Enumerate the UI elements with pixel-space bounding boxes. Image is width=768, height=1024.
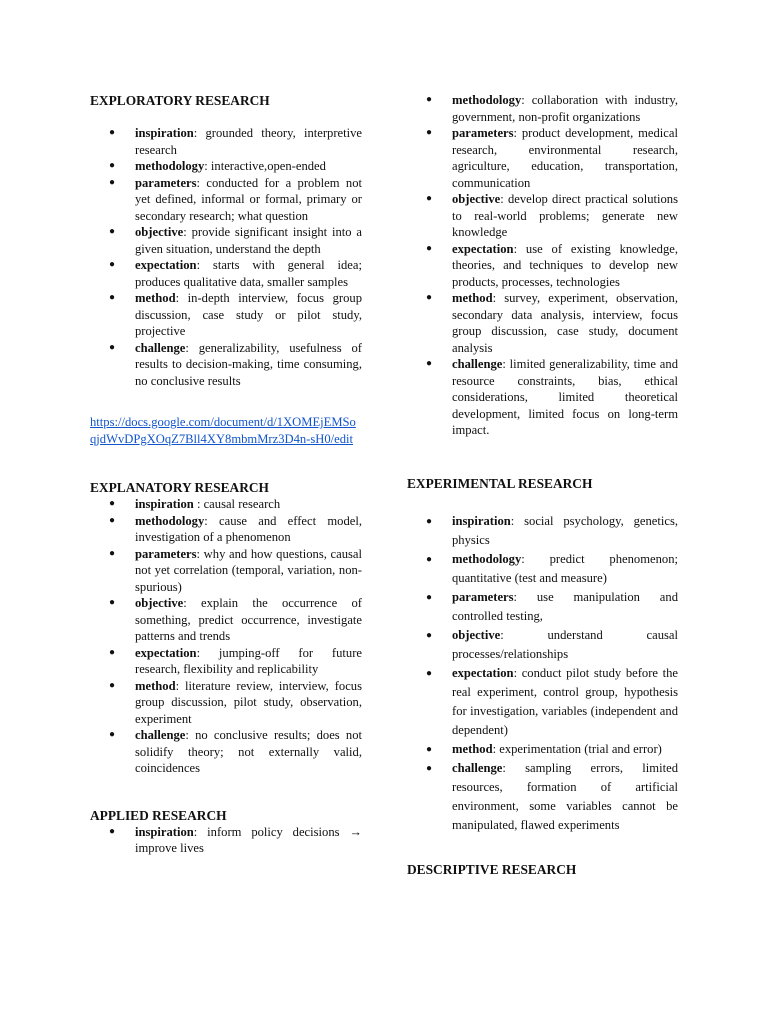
item-term: challenge	[452, 760, 503, 775]
item-term: challenge	[135, 728, 186, 742]
applied-item-expectation	[407, 241, 678, 291]
item-text: : generalizability, usefulness of results to decision-making, time consuming, no conclusive results	[135, 340, 362, 388]
item-text: : in-depth interview, focus group discussion, case study or pilot study, projective	[135, 291, 362, 338]
exploratory-item-expectation	[90, 257, 362, 290]
explanatory-heading: EXPLANATORY RESEARCH	[90, 480, 269, 495]
experimental-item-objective	[407, 626, 678, 664]
applied-item-inspiration	[90, 824, 362, 857]
item-text: : grounded theory, interpretive research	[135, 126, 362, 157]
explanatory-item-objective	[90, 595, 362, 645]
item-term: inspiration	[135, 126, 194, 140]
applied-item-objective	[407, 191, 678, 241]
item-text: : experimentation (trial and error)	[492, 741, 662, 756]
item-term: challenge	[135, 340, 186, 355]
google-doc-link[interactable]: https://docs.google.com/document/d/1XOMEjEMSoqjdWvDPgXOqZ7Bll4XY8mbmMrz3D4n-sH0/edit	[90, 415, 356, 446]
item-text: : inform policy decisions → improve lives	[135, 824, 362, 855]
experimental-item-challenge	[407, 759, 678, 835]
item-text: : literature review, interview, focus group discussion, pilot study, observation, experiment	[135, 678, 362, 726]
experimental-list	[407, 512, 678, 835]
item-text: : social psychology, genetics, physics	[452, 513, 678, 547]
exploratory-item-inspiration	[90, 125, 362, 158]
item-term: parameters	[452, 589, 514, 604]
item-term: parameters	[135, 546, 197, 561]
explanatory-item-parameters	[90, 546, 362, 596]
applied-item-challenge	[407, 356, 678, 439]
item-text: : jumping-off for future research, flexibility and replicability	[135, 645, 362, 676]
item-text: : provide significant insight into a given situation, understand the depth	[135, 225, 362, 256]
item-term: challenge	[452, 357, 503, 371]
experimental-item-methodology	[407, 550, 678, 588]
item-text: : why and how questions, causal not yet correlation (temporal, variation, non-spurious)	[135, 546, 362, 594]
item-text: : use of existing knowledge, theories, and techniques to develop new products, processes, technologies	[452, 241, 678, 289]
item-term: methodology	[135, 159, 205, 173]
right-column	[407, 92, 678, 878]
applied-list-part-2	[407, 92, 678, 439]
exploratory-list	[90, 125, 362, 389]
item-term: parameters	[452, 126, 514, 140]
item-term: parameters	[135, 175, 197, 190]
item-term: method	[135, 678, 176, 693]
descriptive-heading: DESCRIPTIVE RESEARCH	[407, 861, 577, 877]
item-term: method	[452, 741, 493, 756]
item-term: expectation	[135, 258, 197, 272]
applied-item-parameters	[407, 125, 678, 191]
item-text: : cause and effect model, investigation of a phenomenon	[135, 513, 362, 544]
exploratory-item-methodology	[90, 158, 362, 175]
item-term: inspiration	[135, 497, 194, 511]
item-term: inspiration	[452, 513, 511, 528]
exploratory-item-objective	[90, 224, 362, 257]
explanatory-item-method	[90, 678, 362, 728]
experimental-item-method	[407, 740, 678, 759]
item-text: : starts with general idea; produces qualitative data, smaller samples	[135, 258, 362, 289]
left-column	[90, 92, 362, 857]
experimental-item-inspiration	[407, 512, 678, 550]
item-text: : interactive,open-ended	[204, 159, 326, 173]
item-term: expectation	[135, 645, 197, 660]
explanatory-item-inspiration	[90, 496, 362, 513]
item-term: methodology	[452, 551, 522, 566]
experimental-item-parameters	[407, 588, 678, 626]
experimental-item-expectation	[407, 664, 678, 740]
explanatory-list	[90, 496, 362, 777]
item-text: : predict phenomenon; quantitative (test and measure)	[452, 551, 678, 585]
item-text: : sampling errors, limited resources, formation of artificial environment, some variables cannot be manipulated, flawed experiments	[452, 760, 678, 832]
item-text: : develop direct practical solutions to real-world problems; generate new knowledge	[452, 192, 678, 239]
applied-item-method	[407, 290, 678, 356]
item-text: : conduct pilot study before the real experiment, control group, hypothesis for investigation, variables (independent and dependent)	[452, 665, 678, 737]
item-term: objective	[135, 225, 184, 239]
exploratory-item-method	[90, 290, 362, 340]
applied-list-part-1	[90, 824, 362, 857]
exploratory-item-parameters	[90, 175, 362, 225]
item-term: methodology	[452, 93, 522, 107]
exploratory-heading: EXPLORATORY RESEARCH	[90, 93, 270, 108]
item-text: : no conclusive results; does not solidify theory; not externally valid, coincidences	[135, 728, 362, 775]
applied-heading: APPLIED RESEARCH	[90, 807, 227, 823]
item-text: : use manipulation and controlled testing,	[452, 589, 678, 623]
item-term: method	[452, 291, 493, 305]
item-text: : explain the occurrence of something, predict occurrence, investigate patterns and trends	[135, 596, 362, 643]
item-term: objective	[452, 192, 501, 206]
item-text: : collaboration with industry, government, non-profit organizations	[452, 93, 678, 124]
applied-item-methodology	[407, 92, 678, 125]
item-text: : causal research	[193, 497, 281, 511]
item-term: expectation	[452, 241, 514, 256]
explanatory-item-challenge	[90, 727, 362, 777]
exploratory-item-challenge	[90, 340, 362, 390]
experimental-heading: EXPERIMENTAL RESEARCH	[407, 475, 593, 491]
item-term: method	[135, 291, 176, 305]
item-text: : product development, medical research, environmental research, agriculture, education, transportation, communication	[452, 126, 678, 190]
item-text: : survey, experiment, observation, secondary data analysis, interview, focus group discussion, case study, document analysis	[452, 291, 678, 355]
item-term: methodology	[135, 513, 205, 528]
item-text: : limited generalizability, time and resource constraints, bias, ethical considerations, limited theoretical development, limited focus on long-term impact.	[452, 357, 678, 437]
item-term: objective	[452, 627, 501, 642]
item-term: objective	[135, 596, 184, 610]
item-text: : conducted for a problem not yet defined, informal or formal, primary or secondary research; what question	[135, 175, 362, 223]
explanatory-item-expectation	[90, 645, 362, 678]
item-term: expectation	[452, 665, 514, 680]
item-text: : understand causal processes/relationships	[452, 627, 678, 661]
item-term: inspiration	[135, 824, 194, 839]
explanatory-item-methodology	[90, 513, 362, 546]
